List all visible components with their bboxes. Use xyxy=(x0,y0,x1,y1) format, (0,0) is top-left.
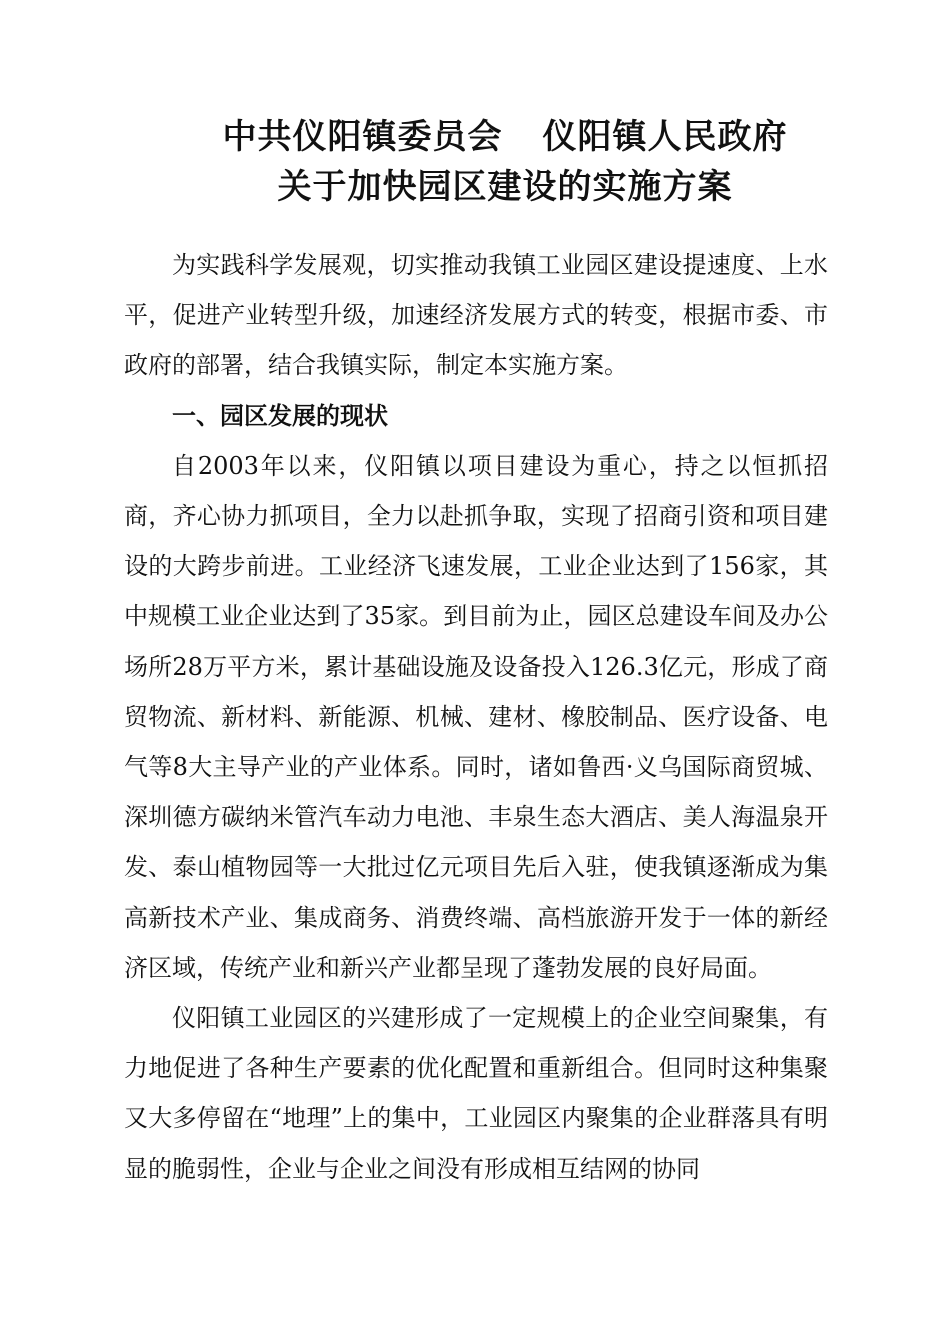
title-issuer-government: 仪阳镇人民政府 xyxy=(542,117,788,157)
paragraph-intro: 为实践科学发展观，切实推动我镇工业园区建设提速度、上水平，促进产业转型升级，加速经济发展方式的转变，根据市委、市政府的部署，结合我镇实际，制定本实施方案。 xyxy=(124,251,828,380)
title-line-1 xyxy=(120,112,890,162)
title-issuer-party: 中共仪阳镇委员会 xyxy=(222,117,503,157)
document-title xyxy=(120,112,890,212)
section-heading: 一、园区发展的现状 xyxy=(172,401,388,430)
document-body xyxy=(124,240,828,1194)
paragraph-analysis: 仪阳镇工业园区的兴建形成了一定规模上的企业空间聚集，有力地促进了各种生产要素的优化配置和重新组合。但同时这种集聚又大多停留在“地理”上的集中，工业园区内聚集的企业群落具有明显的脆弱性，企业与企业之间没有形成相互结网的协同 xyxy=(124,1004,828,1183)
title-line-2: 关于加快园区建设的实施方案 xyxy=(277,167,733,207)
paragraph-status: 自2003年以来，仪阳镇以项目建设为重心，持之以恒抓招商，齐心协力抓项目，全力以赴抓争取，实现了招商引资和项目建设的大跨步前进。工业经济飞速发展，工业企业达到了156家，其中规模工业企业达到了35家。到目前为止，园区总建设车间及办公场所28万平方米，累计基础设施及设备投入126.3亿元，形成了商贸物流、新材料、新能源、机械、建材、橡胶制品、医疗设备、电气等8大主导产业的产业体系。同时，诸如鲁西·义乌国际商贸城、深圳德方碳纳米管汽车动力电池、丰泉生态大酒店、美人海温泉开发、泰山植物园等一大批过亿元项目先后入驻，使我镇逐渐成为集高新技术产业、集成商务、消费终端、高档旅游开发于一体的新经济区域，传统产业和新兴产业都呈现了蓬勃发展的良好局面。 xyxy=(124,451,828,982)
